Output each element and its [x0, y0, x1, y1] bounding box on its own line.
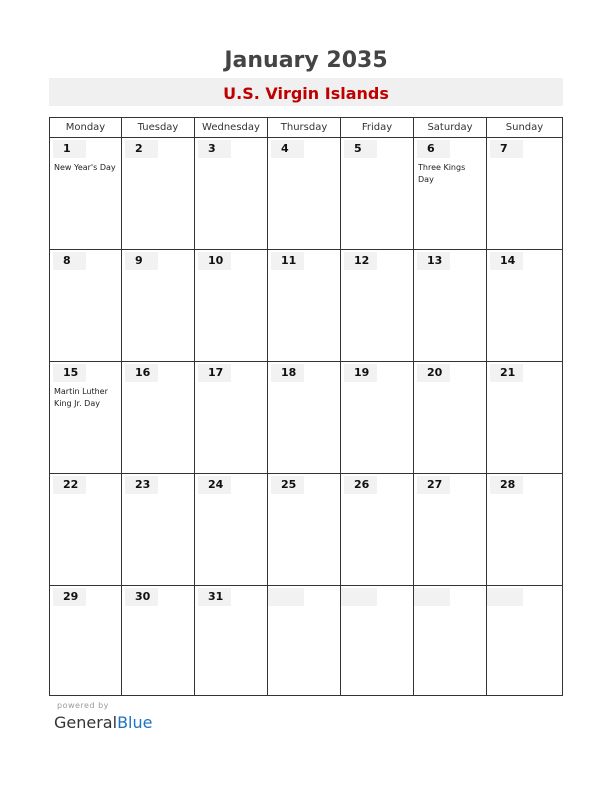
day-cell [487, 474, 562, 586]
date-number: 1 [53, 140, 86, 158]
day-cell [50, 586, 122, 695]
date-number: 6 [417, 140, 450, 158]
date-number: 10 [198, 252, 231, 270]
date-number: 3 [198, 140, 231, 158]
powered-by-text: powered by [57, 701, 109, 710]
generalblue-logo[interactable] [54, 713, 152, 732]
date-number: 19 [344, 364, 377, 382]
date-number [487, 588, 523, 606]
date-number: 17 [198, 364, 231, 382]
day-cell [195, 138, 268, 250]
weekday-header: Thursday [268, 118, 341, 138]
holiday-label: New Year's Day [54, 163, 116, 172]
day-cell [122, 138, 195, 250]
date-number: 22 [53, 476, 86, 494]
day-cell [268, 474, 341, 586]
date-number: 18 [271, 364, 304, 382]
day-cell [341, 250, 414, 362]
logo-general: General [54, 713, 118, 732]
calendar-title: January 2035 [224, 48, 388, 73]
day-cell [487, 138, 562, 250]
weekday-header: Tuesday [122, 118, 195, 138]
day-cell [268, 250, 341, 362]
date-number [414, 588, 450, 606]
day-cell [414, 586, 487, 695]
date-number [341, 588, 377, 606]
day-cell [268, 586, 341, 695]
date-number: 28 [490, 476, 523, 494]
weekday-header: Friday [341, 118, 414, 138]
day-cell [268, 138, 341, 250]
day-cell [122, 474, 195, 586]
day-cell [414, 250, 487, 362]
region-name: U.S. Virgin Islands [223, 84, 389, 103]
day-cell [487, 250, 562, 362]
date-number: 16 [125, 364, 158, 382]
date-number: 7 [490, 140, 523, 158]
date-number: 2 [125, 140, 158, 158]
day-cell [195, 250, 268, 362]
date-number: 20 [417, 364, 450, 382]
holiday-label: Martin Luther King Jr. Day [54, 387, 108, 408]
day-cell [487, 362, 562, 474]
weekday-header: Wednesday [195, 118, 268, 138]
date-number: 31 [198, 588, 231, 606]
date-number: 24 [198, 476, 231, 494]
date-number: 23 [125, 476, 158, 494]
date-number: 12 [344, 252, 377, 270]
date-number: 14 [490, 252, 523, 270]
day-cell [122, 362, 195, 474]
weekday-header: Saturday [414, 118, 487, 138]
date-number: 30 [125, 588, 158, 606]
date-number: 11 [271, 252, 304, 270]
date-number: 8 [53, 252, 86, 270]
date-number: 9 [125, 252, 158, 270]
day-cell [50, 474, 122, 586]
date-number: 21 [490, 364, 523, 382]
day-cell [195, 362, 268, 474]
calendar-grid [49, 117, 563, 696]
day-cell [341, 586, 414, 695]
day-cell [268, 362, 341, 474]
holiday-label: Three Kings Day [418, 163, 466, 184]
date-number: 27 [417, 476, 450, 494]
date-number: 15 [53, 364, 86, 382]
date-number: 29 [53, 588, 86, 606]
day-cell [414, 362, 487, 474]
day-cell [195, 586, 268, 695]
date-number: 25 [271, 476, 304, 494]
weekday-header: Sunday [487, 118, 562, 138]
day-cell [50, 138, 122, 250]
logo-blue: Blue [117, 713, 153, 732]
day-cell [341, 362, 414, 474]
day-cell [122, 586, 195, 695]
date-number [268, 588, 304, 606]
day-cell [341, 138, 414, 250]
day-cell [414, 138, 487, 250]
day-cell [414, 474, 487, 586]
day-cell [50, 250, 122, 362]
day-cell [195, 474, 268, 586]
date-number: 26 [344, 476, 377, 494]
day-cell [122, 250, 195, 362]
weekday-header: Monday [50, 118, 122, 138]
day-cell [341, 474, 414, 586]
day-cell [487, 586, 562, 695]
day-cell [50, 362, 122, 474]
date-number: 5 [344, 140, 377, 158]
date-number: 4 [271, 140, 304, 158]
date-number: 13 [417, 252, 450, 270]
